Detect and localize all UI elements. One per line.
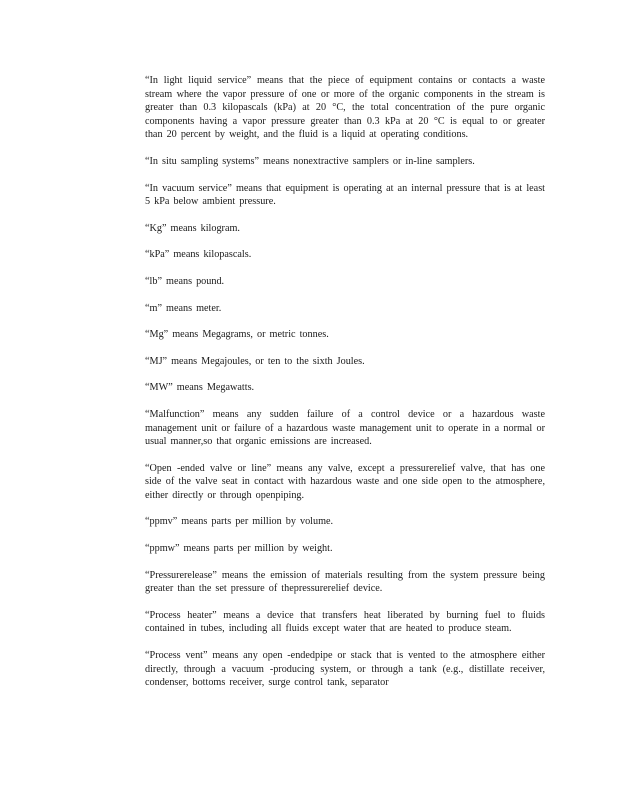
definition-mj: “MJ” means Megajoules, or ten to the sixth Joules. [145, 355, 365, 367]
definition-mg: “Mg” means Megagrams, or metric tonnes. [145, 329, 329, 341]
definition-process-heater: “Process heater” means a device that transfers heat liberated by burning fuel to fluids contained in tubes, including all fluids except water that are heated to produce steam. [145, 609, 545, 635]
definition-ppmw: “ppmw” means parts per million by weight. [145, 543, 333, 555]
definition-lb: “lb” means pound. [145, 275, 225, 287]
definition-mw: “MW” means Megawatts. [145, 382, 255, 394]
definition-in-vacuum-service: “In vacuum service” means that equipment is operating at an internal pressure that is at least 5 kPa below ambient pressure. [145, 182, 545, 208]
definition-open-ended-valve-or-line: “Open -ended valve or line” means any valve, except a pressurerelief valve, that has one side of the valve seat in contact with hazardous waste and one side open to the atmosphere, either directly or through openpiping. [145, 462, 545, 501]
definition-ppmv: “ppmv” means parts per million by volume. [145, 516, 334, 528]
definition-m: “m” means meter. [145, 302, 222, 314]
definition-in-situ-sampling-systems: “In situ sampling systems” means nonextractive samplers or in-line samplers. [145, 155, 475, 167]
definition-kpa: “kPa” means kilopascals. [145, 249, 252, 261]
document-page [145, 74, 545, 703]
definition-in-light-liquid-service: “In light liquid service” means that the piece of equipment contains or contacts a waste stream where the vapor pressure of one or more of the organic components in the stream is greater than 0.3 kilopascals (kPa) at 20 °C, the total concentration of the pure organic components having a vapor pressure greater than 0.3 kPa at 20 °C is equal to or greater than 20 percent by weight, and the fluid is a liquid at operating conditions. [145, 75, 545, 141]
definition-pressure-release: “Pressurerelease” means the emission of materials resulting from the system pressure being greater than the set pressure of thepressurerelief device. [145, 569, 545, 595]
definition-malfunction: “Malfunction” means any sudden failure of a control device or a hazardous waste management unit or failure of a hazardous waste management unit to operate in a normal or usual manner,so that organic emissions are increased. [145, 408, 545, 448]
definition-process-vent: “Process vent” means any open -endedpipe or stack that is vented to the atmosphere either directly, through a vacuum -producing system, or through a tank (e.g., distillate receiver, condenser, bottoms receiver, surge control tank, separator [145, 650, 545, 689]
definition-kg: “Kg” means kilogram. [145, 222, 240, 234]
